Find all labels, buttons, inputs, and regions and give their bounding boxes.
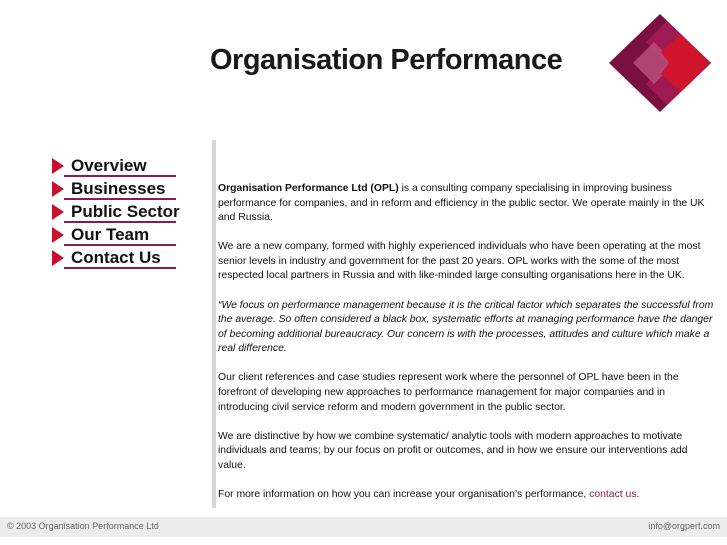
nav-label: Our Team <box>71 225 150 244</box>
contact-us-link[interactable]: contact us <box>589 489 637 500</box>
references-paragraph: Our client references and case studies represent work where the personnel of OPL have been in the forefront of developing new approaches to performance management for major companies and in introducing civil service reform and modern government in the public sector. <box>218 372 679 413</box>
diamond-logo-icon <box>609 14 711 112</box>
contact-text: For more information on how you can increase your organisation’s performance, <box>218 489 590 500</box>
intro-paragraph <box>218 182 716 226</box>
red-triangle-icon <box>52 250 64 266</box>
quote-paragraph: “We focus on performance management because it is the critical factor which separates the successful from the average. So often considered a black box, systematic efforts at managing performance have the danger of becoming additional bureaucracy. Our concern is with the processes, attitudes and culture which make a real difference. <box>218 299 714 355</box>
red-triangle-icon <box>52 227 64 243</box>
email-link[interactable]: info@orgperf.com <box>648 521 720 531</box>
footer <box>0 517 727 537</box>
nav-item-our-team[interactable] <box>50 224 180 247</box>
nav-underline <box>64 267 176 269</box>
contact-paragraph <box>218 488 716 503</box>
nav-item-public-sector[interactable] <box>50 201 180 224</box>
copyright-text: © 2003 Organisation Performance Ltd <box>7 521 159 531</box>
red-triangle-icon <box>52 158 64 174</box>
nav-item-overview[interactable] <box>50 155 180 178</box>
main-nav <box>50 155 180 270</box>
nav-item-businesses[interactable] <box>50 178 180 201</box>
about-paragraph: We are a new company, formed with highly experienced individuals who have been operating at the most senior levels in industry and government for the past 20 years. OPL works with the some of the most respected local partners in Russia and with like-minded large consulting organisations here in the UK. <box>218 241 701 282</box>
nav-item-contact-us[interactable] <box>50 247 180 270</box>
main-content <box>218 182 716 517</box>
nav-underline <box>64 175 176 177</box>
content-divider <box>212 140 216 508</box>
nav-label: Public Sector <box>71 202 180 221</box>
nav-underline <box>64 221 176 223</box>
nav-label: Businesses <box>71 179 166 198</box>
red-triangle-icon <box>52 204 64 220</box>
intro-text: is a consulting company specialising in improving business performance for companies, and in reform and efficiency in the public sector. We operate mainly in the UK and Russia. <box>218 183 705 224</box>
nav-label: Contact Us <box>71 248 161 267</box>
contact-end: . <box>636 489 640 500</box>
nav-underline <box>64 198 176 200</box>
distinctive-paragraph: We are distinctive by how we combine systematic/ analytic tools with modern approaches to motivate individuals and teams; by our focus on profit or outcomes, and in how we ensure our interventions add value. <box>218 430 688 471</box>
nav-label: Overview <box>71 156 147 175</box>
page-title: Organisation Performance <box>210 44 563 76</box>
red-triangle-icon <box>52 181 64 197</box>
company-name: Organisation Performance Ltd (OPL) <box>218 183 399 194</box>
nav-underline <box>64 244 176 246</box>
